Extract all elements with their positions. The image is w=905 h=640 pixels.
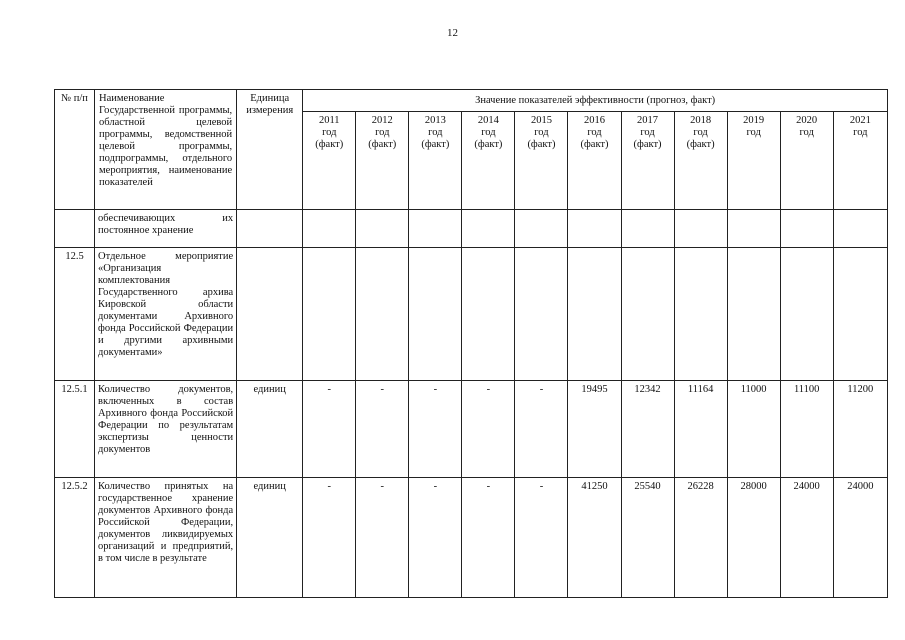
row-value — [780, 248, 833, 381]
row-value — [674, 248, 727, 381]
table-row — [55, 210, 888, 248]
row-name: Отдельное мероприятие «Организация комплектования Государственного архива Кировской области документами Архивного фонда Российской Федерации и другими архивными документами» — [95, 248, 237, 381]
header-year-line: 2013 — [424, 115, 446, 126]
row-value — [674, 210, 727, 248]
header-year-line: 2016 — [583, 115, 605, 126]
header-year-line: год — [428, 127, 443, 138]
header-year-line: (факт) — [368, 139, 397, 150]
header-year-8 — [727, 112, 780, 210]
header-year-line: (факт) — [474, 139, 503, 150]
header-year-line: 2015 — [530, 115, 552, 126]
header-name: Наименование Государственной программы, областной целевой программы, ведомственной целевой программы, подпрограммы, отдельного мероприятия, наименование показателей — [95, 90, 237, 210]
row-value — [303, 248, 356, 381]
header-year-10 — [833, 112, 887, 210]
header-year-line: год — [587, 127, 602, 138]
header-year-line: (факт) — [315, 139, 344, 150]
header-values: Значение показателей эффективности (прогноз, факт) — [303, 90, 888, 112]
header-year-line: 2018 — [690, 115, 712, 126]
header-year-line: год — [693, 127, 708, 138]
indicators-table — [54, 89, 888, 598]
row-value — [409, 248, 462, 381]
row-value — [621, 210, 674, 248]
page-number: 12 — [447, 27, 458, 39]
row-value: 26228 — [674, 478, 727, 598]
header-num: № п/п — [55, 90, 95, 210]
row-value: 11164 — [674, 381, 727, 478]
table-row — [55, 248, 888, 381]
row-value: - — [515, 478, 568, 598]
row-value: - — [356, 478, 409, 598]
header-year-line: 2021 — [849, 115, 871, 126]
row-value — [727, 248, 780, 381]
row-value — [515, 248, 568, 381]
row-value: 28000 — [727, 478, 780, 598]
row-value — [515, 210, 568, 248]
row-name: обеспечивающих их постоянное хранение — [95, 210, 237, 248]
header-year-line: 2017 — [637, 115, 659, 126]
row-value — [727, 210, 780, 248]
row-value — [568, 210, 621, 248]
header-year-line: год — [640, 127, 655, 138]
row-value — [356, 210, 409, 248]
header-year-line: год — [799, 127, 814, 138]
header-year-5 — [568, 112, 621, 210]
header-year-line: (факт) — [421, 139, 450, 150]
header-year-6 — [621, 112, 674, 210]
header-year-line: 2019 — [743, 115, 765, 126]
header-year-line: год — [746, 127, 761, 138]
table-row — [55, 478, 888, 598]
header-year-line: 2012 — [371, 115, 393, 126]
header-year-7 — [674, 112, 727, 210]
header-year-line: год — [322, 127, 337, 138]
row-value: - — [409, 381, 462, 478]
row-value: 12342 — [621, 381, 674, 478]
row-index: 12.5.2 — [55, 478, 95, 598]
row-index — [55, 210, 95, 248]
row-value: - — [462, 478, 515, 598]
row-value: - — [515, 381, 568, 478]
header-unit: Единица измерения — [237, 90, 303, 210]
row-value: 25540 — [621, 478, 674, 598]
header-year-4 — [515, 112, 568, 210]
row-value: - — [356, 381, 409, 478]
row-value — [780, 210, 833, 248]
row-value — [462, 210, 515, 248]
row-value: 11200 — [833, 381, 887, 478]
row-value: - — [409, 478, 462, 598]
row-value: - — [303, 381, 356, 478]
header-year-line: (факт) — [633, 139, 662, 150]
header-year-line: год — [375, 127, 390, 138]
table-row — [55, 381, 888, 478]
row-value: 19495 — [568, 381, 621, 478]
row-value — [356, 248, 409, 381]
header-year-line: год — [534, 127, 549, 138]
header-year-9 — [780, 112, 833, 210]
row-value: 41250 — [568, 478, 621, 598]
row-value: - — [462, 381, 515, 478]
header-year-line: 2011 — [318, 115, 340, 126]
header-year-line: (факт) — [527, 139, 556, 150]
row-value — [462, 248, 515, 381]
row-unit: единиц — [237, 381, 303, 478]
row-value: 11000 — [727, 381, 780, 478]
header-year-line: 2020 — [796, 115, 818, 126]
row-value: - — [303, 478, 356, 598]
row-value — [833, 210, 887, 248]
header-year-line: год — [481, 127, 496, 138]
row-value — [409, 210, 462, 248]
header-year-0 — [303, 112, 356, 210]
row-value: 24000 — [780, 478, 833, 598]
header-year-1 — [356, 112, 409, 210]
row-name: Количество принятых на государственное хранение документов Архивного фонда Российской Федерации, документов ликвидируемых организаций и предприятий, в том числе в результате — [95, 478, 237, 598]
row-value — [621, 248, 674, 381]
header-year-line: (факт) — [580, 139, 609, 150]
row-unit: единиц — [237, 478, 303, 598]
header-year-line: 2014 — [477, 115, 499, 126]
header-year-line: год — [853, 127, 868, 138]
row-index: 12.5 — [55, 248, 95, 381]
row-index: 12.5.1 — [55, 381, 95, 478]
header-year-line: (факт) — [686, 139, 715, 150]
row-value — [833, 248, 887, 381]
row-value — [303, 210, 356, 248]
header-year-2 — [409, 112, 462, 210]
row-name: Количество документов, включенных в состав Архивного фонда Российской Федерации по результатам экспертизы ценности документов — [95, 381, 237, 478]
row-value: 24000 — [833, 478, 887, 598]
row-unit — [237, 248, 303, 381]
row-value — [568, 248, 621, 381]
row-value: 11100 — [780, 381, 833, 478]
header-year-3 — [462, 112, 515, 210]
row-unit — [237, 210, 303, 248]
